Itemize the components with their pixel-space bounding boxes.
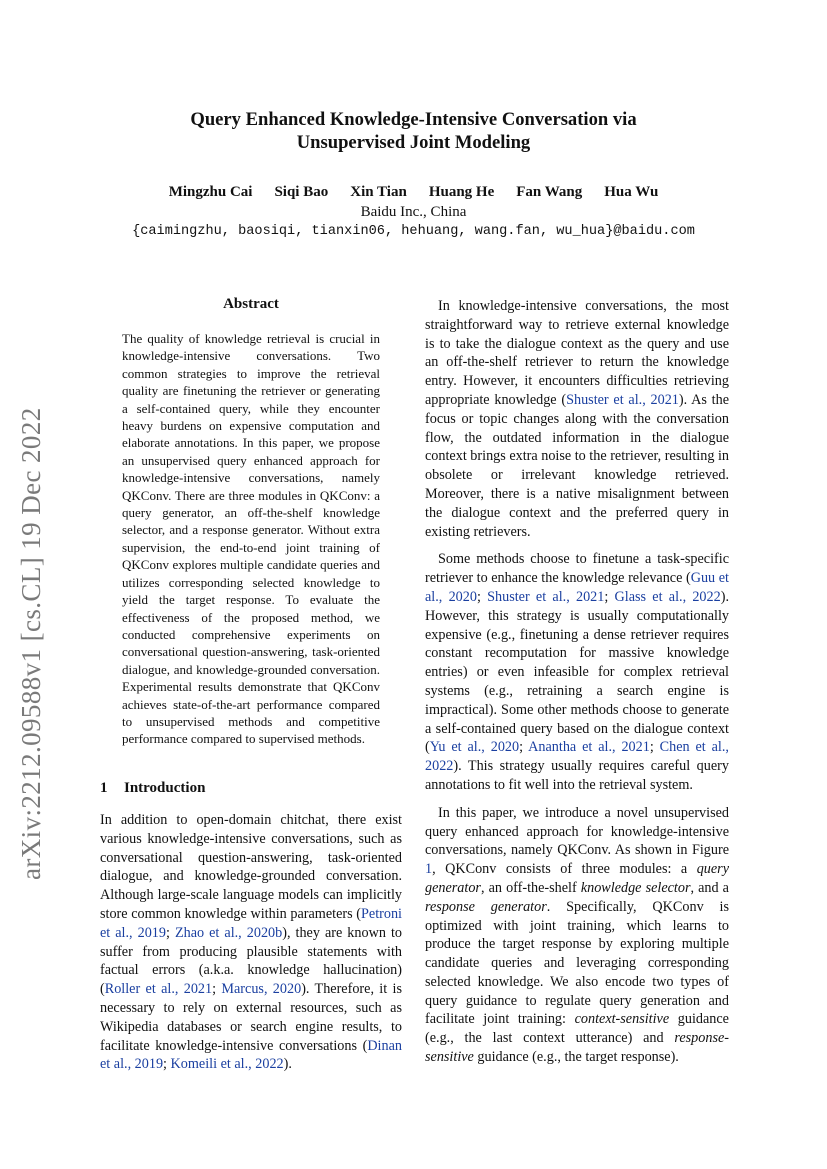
- text-run: ). However, this strategy is usually computationally expensive (e.g., finetuning a dense retriever requires constant recomputation for massive knowledge entries) or even infeasible for complex retrieval systems (e.g., retraining a search engine is impractical). Some other methods choose to generate a self-contained query based on the dialogue context (: [425, 588, 729, 756]
- citation-link[interactable]: Dinan et al., 2019: [100, 1037, 402, 1073]
- text-run: Some methods choose to finetune a task-specific retriever to enhance the knowledge relevance (: [425, 551, 729, 587]
- citation-link[interactable]: Guu et al., 2020: [425, 570, 729, 605]
- author-emails: {caimingzhu, baosiqi, tianxin06, hehuang, wang.fan, wu_hua}@baidu.com: [132, 224, 695, 239]
- text-run: ;: [604, 588, 615, 605]
- text-run: guidance (e.g., the last context utterance) and: [425, 1011, 729, 1047]
- text-run: ). As the focus or topic changes along with the conversation flow, the outdated information in the dialogue context brings extra noise to the retriever, resulting in obsolete or irrelevant knowledge retrieved. Moreover, there is a native misalignment between the dialogue context and the preferred query in existing retrievers.: [425, 391, 729, 540]
- citation-link[interactable]: Shuster et al., 2021: [566, 391, 679, 408]
- intro-paragraph-3: [425, 550, 729, 794]
- text-run: ). This strategy usually requires careful query annotations to fit well into the retrieval system.: [425, 758, 729, 793]
- text-run: ;: [649, 739, 660, 756]
- italic-term: context-sensitive: [574, 1011, 670, 1028]
- abstract-text: The quality of knowledge retrieval is crucial in knowledge-intensive conversations. Two common strategies to improve the retrieval quality are finetuning the retriever or generating a self-contained query, while they encounter heavy burdens on expensive computation and elaborate annotations. In this paper, we propose an unsupervised query enhanced approach for knowledge-intensive conversations, namely QKConv. There are three modules in QKConv: a query generator, an off-the-shelf knowledge selector, and a response generator. Without extra supervision, the end-to-end joint training of QKConv explores multiple candidate queries and utilizes corresponding selected knowledge to yield the target response. To evaluate the effectiveness of the proposed method, we conducted comprehensive experiments on conversational question-answering, task-oriented dialogue, and knowledge-grounded conversation. Experimental results demonstrate that QKConv achieves state-of-the-art performance compared to unsupervised methods and competitive performance compared to supervised methods.: [122, 331, 380, 747]
- citation-link[interactable]: Marcus, 2020: [221, 981, 302, 998]
- abstract-heading: Abstract: [223, 296, 279, 312]
- citation-link[interactable]: Yu et al., 2020: [429, 739, 520, 756]
- arxiv-watermark: arXiv:2212.09588v1 [cs.CL] 19 Dec 2022: [16, 407, 46, 880]
- author-name: Siqi Bao: [274, 184, 329, 200]
- text-run: ;: [163, 1056, 171, 1073]
- citation-link[interactable]: Komeili et al., 2022: [170, 1056, 284, 1073]
- section-number: 1: [100, 780, 108, 796]
- title-line-2: Unsupervised Joint Modeling: [296, 132, 531, 153]
- intro-paragraph-2: [425, 297, 729, 541]
- text-run: ;: [212, 981, 222, 998]
- italic-term: response generator: [425, 898, 547, 915]
- citation-link[interactable]: Roller et al., 2021: [104, 981, 213, 998]
- citation-link[interactable]: Zhao et al., 2020b: [174, 924, 283, 941]
- text-run: guidance (e.g., the target response).: [473, 1049, 679, 1066]
- citation-link[interactable]: Anantha et al., 2021: [528, 739, 650, 756]
- text-run: , and a: [690, 879, 729, 896]
- affiliation: Baidu Inc., China: [360, 204, 467, 220]
- text-run: ;: [476, 588, 488, 605]
- author-name: Fan Wang: [516, 184, 583, 200]
- citation-link[interactable]: Chen et al., 2022: [425, 739, 729, 775]
- italic-term: query generator: [425, 861, 729, 896]
- citation-link[interactable]: Petroni et al., 2019: [100, 905, 402, 941]
- text-run: . Specifically, QKConv is optimized with joint training, which learns to produce the target response by exploring multiple candidate queries and leveraging corresponding selected knowledge. We also encode two types of query guidance to regulate query generation and facilitate joint training:: [425, 898, 729, 1028]
- text-run: ).: [283, 1056, 292, 1073]
- title-line-1: Query Enhanced Knowledge-Intensive Conversation via: [190, 109, 637, 130]
- section-heading-introduction: [100, 780, 205, 797]
- text-run: ). Therefore, it is necessary to rely on external resources, such as Wikipedia databases or search engine results, to facilitate knowledge-intensive conversations (: [100, 981, 402, 1054]
- citation-link[interactable]: Shuster et al., 2021: [487, 588, 605, 605]
- italic-term: response-sensitive: [425, 1030, 729, 1066]
- paper-title: [0, 108, 827, 154]
- text-run: In knowledge-intensive conversations, the most straightforward way to retrieve external knowledge is to take the dialogue context as the query and use an off-the-shelf retriever to return the knowledge entry. However, it encounters difficulties retrieving appropriate knowledge (: [425, 298, 729, 408]
- section-title: Introduction: [124, 780, 206, 796]
- text-run: , QKConv consists of three modules: a: [432, 861, 697, 878]
- text-run: ), they are known to suffer from producing plausible statements with factual errors (a.k.a. knowledge hallucination) (: [100, 924, 402, 998]
- italic-term: knowledge selector: [580, 879, 691, 896]
- text-run: ;: [166, 924, 175, 941]
- author-name: Huang He: [428, 184, 495, 200]
- author-list: [0, 182, 827, 202]
- citation-link[interactable]: Glass et al., 2022: [614, 588, 721, 605]
- intro-paragraph-4: [425, 804, 729, 1067]
- text-run: In addition to open-domain chitchat, there exist various knowledge-intensive conversations, such as conversational question-answering, task-oriented dialogue, and knowledge-grounded conversation. Although large-scale language models can implicitly store common knowledge within parameters (: [100, 812, 402, 922]
- right-column: [425, 297, 729, 1067]
- author-name: Xin Tian: [350, 184, 407, 200]
- figure-reference-link[interactable]: 1: [425, 861, 433, 878]
- text-run: ;: [519, 739, 529, 756]
- author-name: Hua Wu: [604, 184, 659, 200]
- author-name: Mingzhu Cai: [168, 184, 253, 200]
- text-run: In this paper, we introduce a novel unsupervised query enhanced approach for knowledge-intensive conversations, namely QKConv. As shown in Figure: [425, 804, 729, 859]
- intro-paragraph-1: [100, 811, 402, 1074]
- text-run: , an off-the-shelf: [480, 879, 581, 896]
